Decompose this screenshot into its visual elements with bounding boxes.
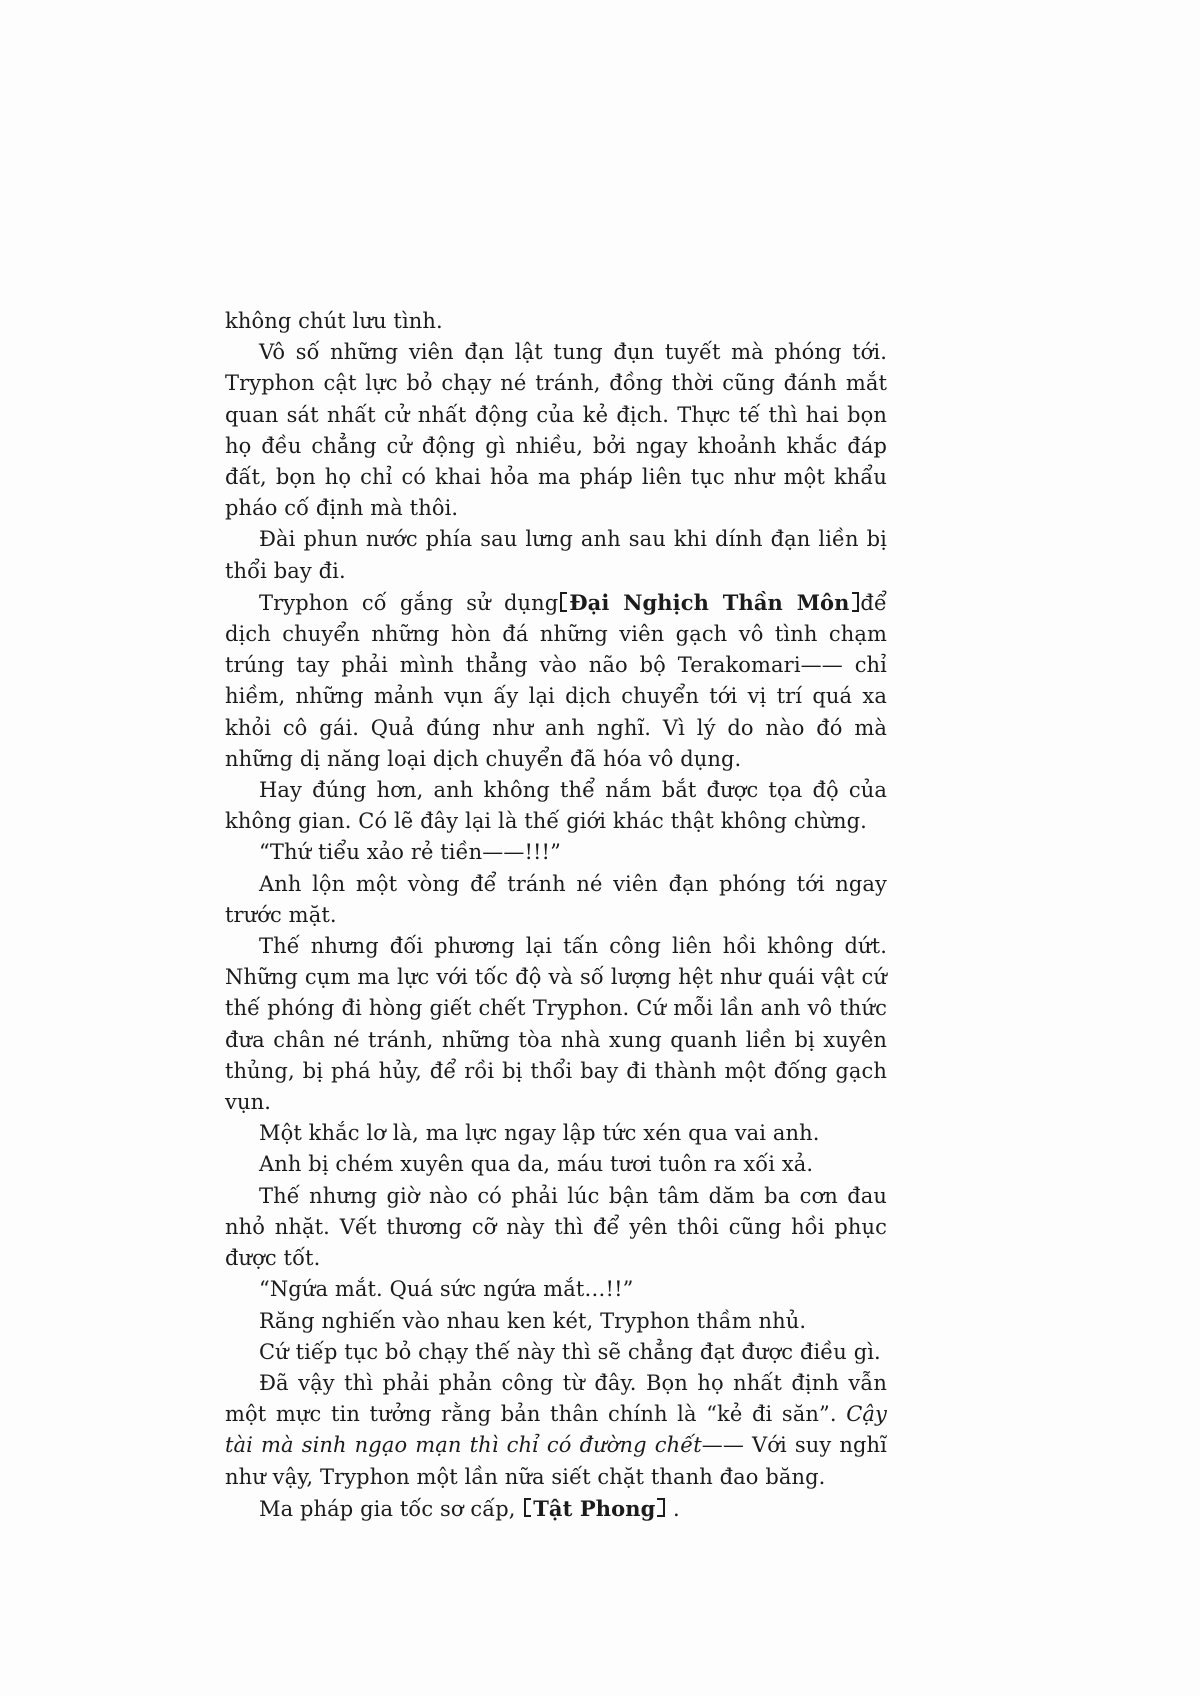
text-run: Hay đúng hơn, anh không thể nắm bắt được tọa độ của không gian. Có lẽ đây lại là thế giới khác thật không chừng. bbox=[225, 778, 887, 834]
paragraph bbox=[225, 1306, 887, 1337]
text-run: Một khắc lơ là, ma lực ngay lập tức xén qua vai anh. bbox=[259, 1121, 820, 1146]
text-run: Tật Phong bbox=[533, 1495, 656, 1521]
text-run: Đài phun nước phía sau lưng anh sau khi dính đạn liền bị thổi bay đi. bbox=[225, 527, 887, 583]
text-run: —— Với suy nghĩ như vậy, Tryphon một lần nữa siết chặt thanh đao băng. bbox=[225, 1433, 887, 1489]
text-run: Tryphon cố gắng sử dụng bbox=[259, 590, 559, 615]
text-run: Vô số những viên đạn lật tung đụn tuyết mà phóng tới. Tryphon cật lực bỏ chạy né tránh, đồng thời cũng đánh mắt quan sát nhất cử nhất động của kẻ địch. Thực tế thì hai bọn họ đều chẳng cử động gì nhiều, bởi ngay khoảnh khắc đáp đất, bọn họ chỉ có khai hỏa ma pháp liên tục như một khẩu pháo cố định mà thôi. bbox=[225, 340, 887, 521]
paragraph bbox=[225, 1493, 887, 1525]
paragraph bbox=[225, 869, 887, 931]
paragraph bbox=[225, 337, 887, 524]
lenticular-bracket-open bbox=[560, 592, 568, 611]
text-run: không chút lưu tình. bbox=[225, 309, 443, 333]
text-run: “Thứ tiểu xảo rẻ tiền——!!!” bbox=[259, 840, 561, 865]
paragraph bbox=[225, 931, 887, 1118]
paragraph bbox=[225, 837, 887, 868]
text-run: Đã vậy thì phải phản công từ đây. Bọn họ nhất định vẫn một mực tin tưởng rằng bản thân chính là “kẻ đi săn”. bbox=[225, 1370, 887, 1427]
text-run: Cứ tiếp tục bỏ chạy thế này thì sẽ chẳng đạt được điều gì. bbox=[259, 1339, 881, 1364]
paragraph bbox=[225, 1118, 887, 1149]
paragraph bbox=[225, 775, 887, 837]
page-text bbox=[225, 306, 887, 1525]
paragraph bbox=[225, 1274, 887, 1305]
lenticular-bracket-close bbox=[657, 1498, 665, 1517]
text-run: “Ngứa mắt. Quá sức ngứa mắt…!!” bbox=[259, 1277, 634, 1302]
paragraph bbox=[225, 587, 887, 775]
text-run: để dịch chuyển những hòn đá những viên gạch vô tình chạm trúng tay phải mình thẳng vào não bộ Terakomari—— chỉ hiềm, những mảnh vụn ấy lại dịch chuyển tới vị trí quá xa khỏi cô gái. Quả đúng như anh nghĩ. Vì lý do nào đó mà những dị năng loại dịch chuyển đã hóa vô dụng. bbox=[225, 590, 887, 771]
lenticular-bracket-open bbox=[524, 1498, 532, 1517]
text-run: Anh lộn một vòng để tránh né viên đạn phóng tới ngay trước mặt. bbox=[225, 871, 887, 927]
text-run: Thế nhưng giờ nào có phải lúc bận tâm dăm ba cơn đau nhỏ nhặt. Vết thương cỡ này thì để yên thôi cũng hồi phục được tốt. bbox=[225, 1183, 887, 1271]
paragraph bbox=[225, 524, 887, 586]
text-run: Thế nhưng đối phương lại tấn công liên hồi không dứt. Những cụm ma lực với tốc độ và số lượng hệt như quái vật cứ thế phóng đi hòng giết chết Tryphon. Cứ mỗi lần anh vô thức đưa chân né tránh, những tòa nhà xung quanh liền bị xuyên thủng, bị phá hủy, để rồi bị thổi bay đi thành một đống gạch vụn. bbox=[225, 934, 887, 1115]
text-run: Đại Nghịch Thần Môn bbox=[569, 589, 850, 615]
paragraph bbox=[225, 306, 887, 337]
paragraph bbox=[225, 1368, 887, 1493]
paragraph bbox=[225, 1181, 887, 1275]
text-run: Ma pháp gia tốc sơ cấp, bbox=[259, 1496, 523, 1521]
lenticular-bracket-close bbox=[852, 592, 860, 611]
text-run: Anh bị chém xuyên qua da, máu tươi tuôn ra xối xả. bbox=[259, 1152, 814, 1177]
paragraph bbox=[225, 1149, 887, 1180]
paragraph bbox=[225, 1337, 887, 1368]
text-run: Cậy tài mà sinh ngạo mạn thì chỉ có đường chết bbox=[225, 1402, 887, 1458]
text-run: . bbox=[666, 1496, 680, 1521]
text-run: Răng nghiến vào nhau ken két, Tryphon thầm nhủ. bbox=[259, 1308, 807, 1333]
